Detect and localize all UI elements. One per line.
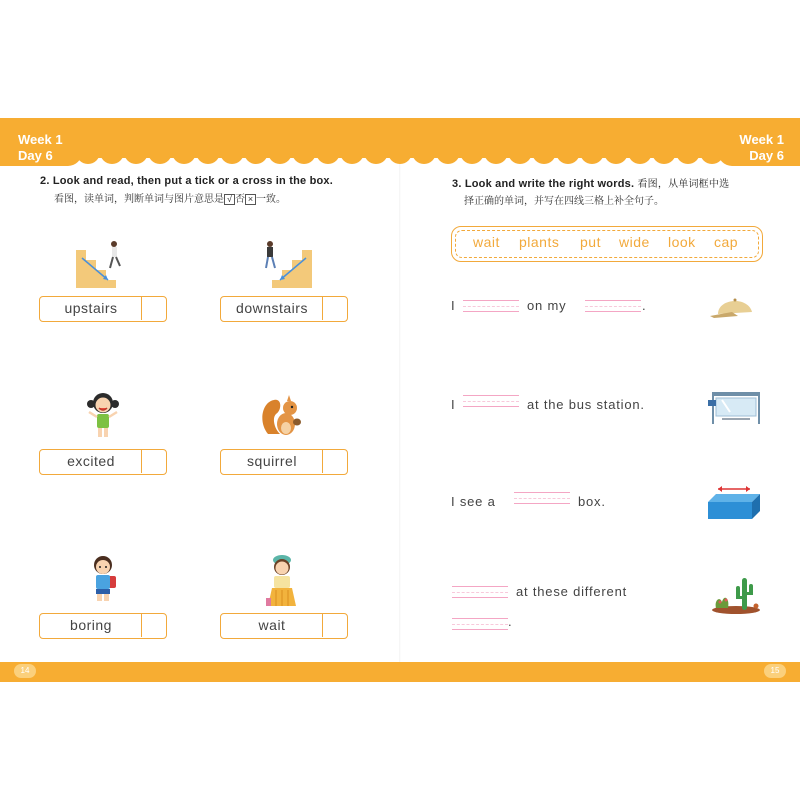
word-label: squirrel (247, 453, 297, 469)
answer-box[interactable] (322, 450, 347, 473)
day-label: Day 6 (18, 148, 53, 163)
week-day-tab-right (718, 118, 800, 166)
answer-box[interactable] (322, 297, 347, 320)
word-bank-item: wait (473, 234, 500, 250)
page-number-right: 15 (764, 664, 786, 678)
sentence-4-text: at these different (516, 584, 628, 599)
word-bank-item: wide (619, 234, 650, 250)
scallop-shape (580, 152, 604, 164)
scallop-shape (412, 152, 436, 164)
answer-blank[interactable] (514, 492, 570, 504)
word-label: downstairs (236, 300, 308, 316)
word-label: boring (70, 617, 112, 633)
word-label: upstairs (64, 300, 118, 316)
sentence-1-text: . (642, 298, 647, 313)
squirrel-icon (260, 392, 304, 438)
scallop-shape (676, 152, 700, 164)
word-label: wait (258, 617, 286, 633)
answer-box[interactable] (322, 614, 347, 637)
answer-blank[interactable] (452, 618, 508, 630)
scallop-shape (268, 152, 292, 164)
word-bank-item: look (668, 234, 696, 250)
scallop-shape (388, 152, 412, 164)
word-box-wait (220, 613, 348, 639)
word-bank-item: put (580, 234, 601, 250)
answer-blank[interactable] (463, 395, 519, 407)
scallop-shape (460, 152, 484, 164)
answer-blank[interactable] (585, 300, 641, 312)
day-label: Day 6 (749, 148, 784, 163)
scallop-shape (292, 152, 316, 164)
word-box-excited (39, 449, 167, 475)
scallop-shape (364, 152, 388, 164)
week-label: Week 1 (18, 132, 63, 147)
question-3-title (452, 175, 729, 190)
bus-stop-icon (708, 390, 762, 424)
book-spine (399, 118, 401, 682)
boy-backpack-icon (88, 554, 120, 606)
answer-box[interactable] (141, 450, 166, 473)
scallop-shape (220, 152, 244, 164)
girl-waiting-icon (264, 552, 300, 608)
answer-blank[interactable] (463, 300, 519, 312)
scallop-shape (484, 152, 508, 164)
sentence-1-text: I (451, 298, 456, 313)
scallop-shape (652, 152, 676, 164)
question-3-title-text: 3. Look and write the right words. (452, 178, 635, 190)
scallop-shape (172, 152, 196, 164)
sentence-1-text: on my (527, 298, 567, 313)
scallop-shape (532, 152, 556, 164)
stairs-down-icon (258, 236, 314, 290)
scallop-shape (556, 152, 580, 164)
question-3-instruction-a: 看图，从单词框中选 (637, 179, 730, 190)
scallop-shape (196, 152, 220, 164)
scallop-shape (100, 152, 124, 164)
word-bank-item: plants (519, 234, 560, 250)
word-box-upstairs (39, 296, 167, 322)
tick-sample: √ (224, 194, 235, 205)
week-label: Week 1 (739, 132, 784, 147)
stairs-up-icon (74, 236, 130, 290)
sentence-3-text: I see a (451, 494, 496, 509)
sentence-2-text: at the bus station. (527, 397, 645, 412)
sentence-3-text: box. (578, 494, 606, 509)
word-box-downstairs (220, 296, 348, 322)
excited-girl-icon (86, 390, 120, 440)
footer-band (0, 662, 800, 682)
scallop-shape (124, 152, 148, 164)
scallop-shape (628, 152, 652, 164)
scallop-shape (604, 152, 628, 164)
scallop-shape (436, 152, 460, 164)
answer-box[interactable] (141, 297, 166, 320)
scallop-shape (148, 152, 172, 164)
answer-box[interactable] (141, 614, 166, 637)
word-label: excited (67, 453, 115, 469)
instruction-text: 否 (235, 194, 245, 205)
answer-blank[interactable] (452, 586, 508, 598)
sentence-4-text: . (508, 614, 513, 629)
question-2-title: 2. Look and read, then put a tick or a cross in the box. (40, 175, 333, 187)
question-2-instruction (54, 190, 286, 205)
page-number-left: 14 (14, 664, 36, 678)
word-box-squirrel (220, 449, 348, 475)
instruction-text: 看图，读单词，判断单词与图片意思是 (54, 194, 224, 205)
word-bank-item: cap (714, 234, 739, 250)
desert-plants-icon (710, 572, 762, 614)
scallop-shape (316, 152, 340, 164)
week-day-tab-left (0, 118, 82, 166)
sentence-2-text: I (451, 397, 456, 412)
cap-icon (708, 292, 758, 320)
scallop-shape (508, 152, 532, 164)
wide-box-icon (706, 484, 762, 522)
scalloped-edge (76, 152, 724, 166)
instruction-text: 一致。 (256, 194, 286, 205)
scallop-shape (340, 152, 364, 164)
word-box-boring (39, 613, 167, 639)
cross-sample: × (245, 194, 256, 205)
question-3-instruction-b: 择正确的单词，并写在四线三格上补全句子。 (464, 196, 664, 207)
scallop-shape (244, 152, 268, 164)
